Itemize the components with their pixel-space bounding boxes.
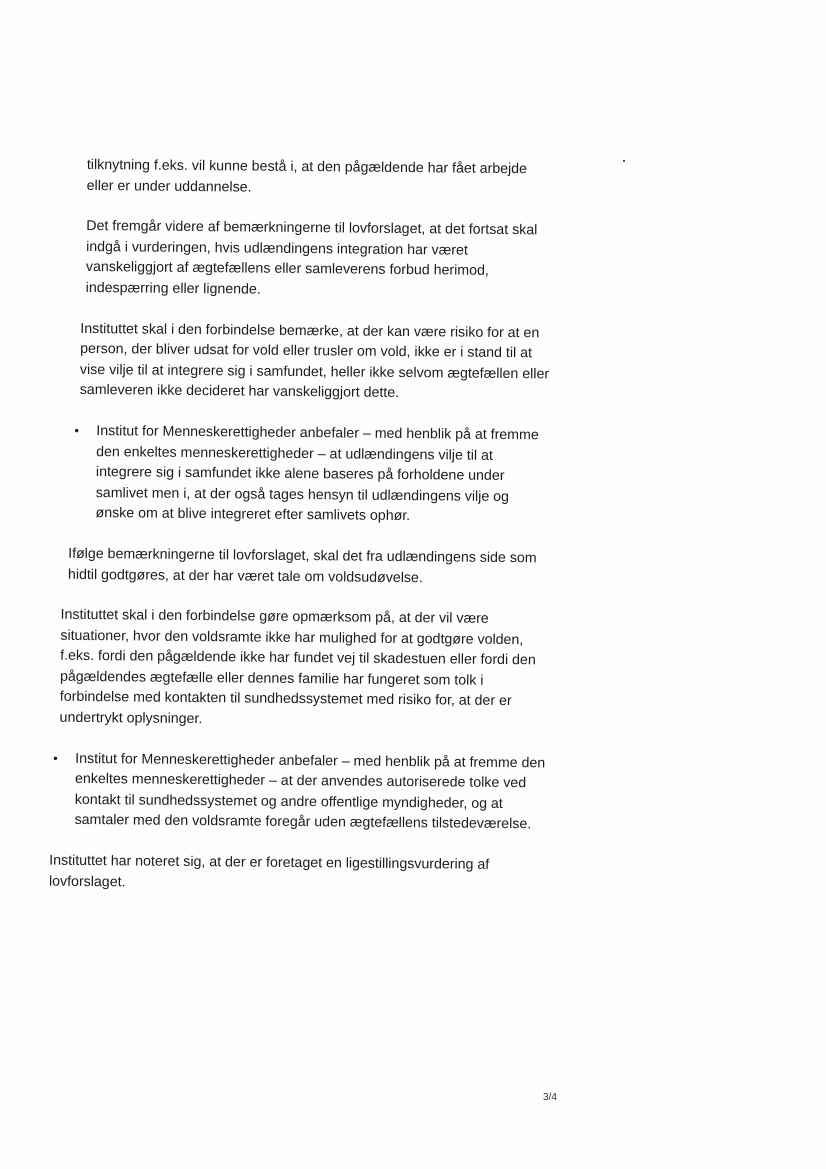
paragraph-tilknytning: tilknytning f.eks. vil kunne bestå i, at den pågældende har fået arbejde eller er under uddannelse. (86, 156, 528, 196)
paragraph-ligestilling: Instituttet har noteret sig, at der er foretaget en ligestillingsvurdering af lovforslaget. (48, 852, 490, 890)
paragraph-voldsudoevelse: Ifølge bemærkningerne til lovforslaget, skal det fra udlændingens side som hidtil godtgøres, at der har været tale om voldsudøvelse. (67, 545, 537, 586)
bullet-icon: • (74, 422, 79, 438)
paragraph-bemaerkninger-integration: Det fremgår videre af bemærkningerne til lovforslaget, at det fortsat skal indgå i vurderingen, hvis udlændingens integration har været vanskeliggjort af ægtefællens eller samleverens forbud herimod, indespærring eller lignende. (85, 218, 538, 298)
bullet-icon: • (53, 750, 58, 766)
page-number: 3/4 (543, 1092, 557, 1103)
paragraph-risiko-vold: Instituttet skal i den forbindelse bemærke, at der kan være risiko for at en person, der bliver udsat for vold eller trusler om vold, ikke er i stand til at vise vilje til at integrere sig i samfundet, heller ikke selvom ægtefællen eller samleveren ikke decideret har vanskeliggjort dette. (79, 320, 550, 402)
document-body (48, 155, 552, 917)
paragraph-opmaerksom: Instituttet skal i den forbindelse gøre opmærksom på, at der vil være situationer, hvor den voldsramte ikke har mulighed for at godtgøre volden, f.eks. fordi den pågældende ikke har fundet vej til skadestuen eller fordi den pågældendes ægtefælle eller dennes familie har fungeret som tolk i forbindelse med kontakten til sundhedssystemet med risiko for, at der er undertrykt oplysninger. (59, 606, 536, 728)
scan-speck (623, 160, 625, 162)
recommendation-1 (73, 421, 549, 529)
recommendation-2 (53, 748, 547, 835)
recommendation-1-text: Institut for Menneskerettigheder anbefaler – med henblik på at fremme den enkeltes menneskerettigheder – at udlændingens vilje til at integrere sig i samfundet ikke alene baseres på forholdene under samlivet men i, at der også tages hensyn til udlændingens vilje og ønske om at blive integreret efter samlivets ophør. (95, 423, 539, 525)
recommendation-2-text: Institut for Menneskerettigheder anbefaler – med henblik på at fremme den enkeltes menneskerettigheder – at der anvendes autoriserede tolke ved kontakt til sundhedssystemet og andre offentlige myndigheder, og at samtaler med den voldsramte foregår uden ægtefællens tilstedeværelse. (74, 750, 546, 833)
